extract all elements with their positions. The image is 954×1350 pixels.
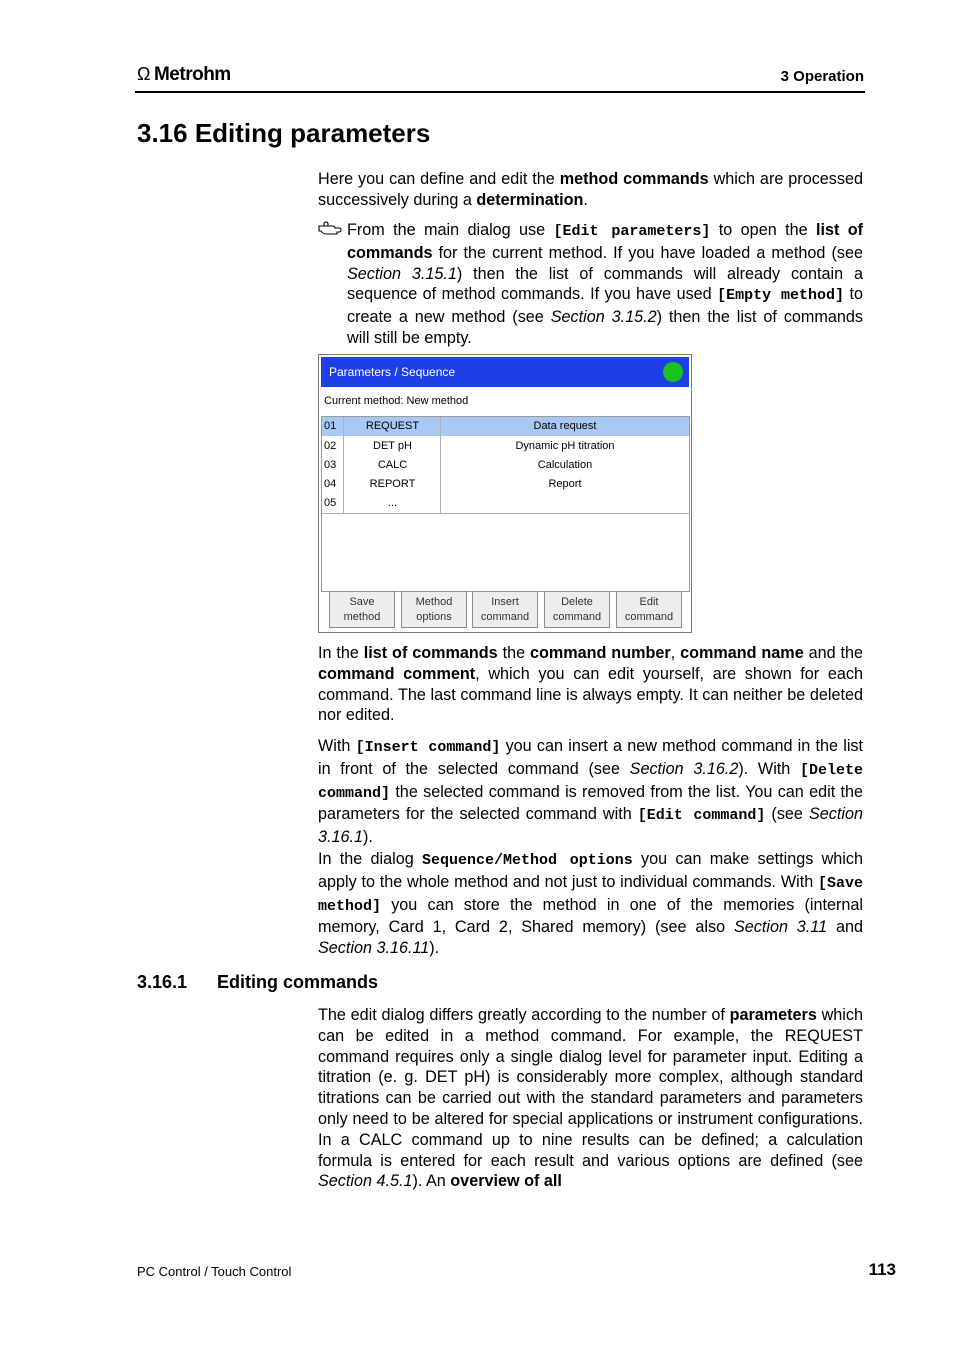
column-divider bbox=[440, 417, 441, 513]
list-description-paragraph: In the list of commands the command number, command name and the command comment, which you can edit yourself, are shown for each command. The last command line is always empty. It can neither be deleted nor edited. bbox=[318, 644, 863, 725]
status-led-icon bbox=[663, 362, 683, 382]
edit-command-button[interactable]: Edit command bbox=[616, 591, 682, 628]
chapter-label: 3 Operation bbox=[780, 68, 864, 85]
logo-text: Metrohm bbox=[153, 64, 231, 85]
column-divider bbox=[343, 417, 344, 513]
empty-method-ref: [Empty method] bbox=[717, 287, 845, 305]
page-title: 3.16 Editing parameters bbox=[137, 118, 431, 148]
section-heading: 3.16.1 Editing commands bbox=[137, 972, 379, 992]
footer-product: PC Control / Touch Control bbox=[137, 1264, 292, 1279]
command-row[interactable]: 01 REQUEST Data request bbox=[322, 417, 689, 436]
save-method-ref: [Save method] bbox=[318, 874, 863, 915]
intro-paragraph: Here you can define and edit the method commands which are processed successively during a determination. bbox=[318, 170, 863, 209]
dialog-title: Parameters / Sequence bbox=[329, 365, 456, 379]
pointing-hand-icon bbox=[318, 220, 344, 242]
delete-command-ref: [Delete command] bbox=[318, 761, 863, 802]
command-row[interactable]: 02 DET pH Dynamic pH titration bbox=[324, 440, 615, 452]
dialog-titlebar bbox=[321, 357, 689, 387]
command-row[interactable]: 05 ... bbox=[324, 497, 398, 509]
delete-command-button[interactable]: Delete command bbox=[544, 591, 610, 628]
editing-commands-paragraph: The edit dialog differs greatly according to the number of parameters which can be edited in a method command. For example, the REQUEST command requires only a single dialog level for parameter input. Editing a titration (e. g. DET pH) is considerably more complex, although standard titrations can be carried out with the standard parameters and parameters only need to be altered for special applications or instrument configurations. In a CALC command up to nine results can be defined; a calculation formula is entered for each result and various options are defined (see Section 4.5.1). An overview of all bbox=[318, 1006, 864, 1191]
metrohm-logo bbox=[137, 64, 231, 86]
page-number: 113 bbox=[868, 1260, 896, 1279]
sequence-method-options-ref: Sequence/Method options bbox=[421, 852, 633, 869]
metrohm-omega-icon: Ω bbox=[137, 64, 150, 84]
list-divider bbox=[322, 513, 689, 514]
command-row[interactable]: 03 CALC Calculation bbox=[324, 459, 593, 471]
method-options-button[interactable]: Method options bbox=[401, 591, 467, 628]
insert-command-ref: [Insert command] bbox=[355, 739, 501, 756]
header-rule bbox=[135, 91, 865, 93]
current-method-label: Current method: New method bbox=[324, 395, 469, 407]
edit-parameters-ref: [Edit parameters] bbox=[553, 223, 711, 240]
method-options-paragraph: In the dialog Sequence/Method options you can make settings which apply to the whole method and not just to individual commands. With [Save method] you can store the method in one of the memories (internal memory, Card 1, Card 2, Shared memory) (see also Section 3.11 and Section 3.16.11). bbox=[318, 850, 863, 958]
parameters-sequence-dialog bbox=[318, 354, 692, 633]
edit-command-ref: [Edit command] bbox=[637, 807, 766, 825]
note-paragraph: From the main dialog use [Edit parameters] to open the list of commands for the current method. If you have loaded a method (see Section 3.15.1) then the list of commands will already contain a sequence of method commands. If you have used [Empty method] to create a new method (see Section 3.15.2) then the list of commands will still be empty. bbox=[318, 220, 863, 349]
command-row[interactable]: 04 REPORT Report bbox=[324, 478, 582, 490]
commands-paragraph: With [Insert command] you can insert a new method command in the list in front of the selected command (see Section 3.16.2). With [Delete command] the selected command is removed from the list. You can edit the parameters for the selected command with [Edit command] (see Section 3.16.1). bbox=[318, 737, 864, 847]
insert-command-button[interactable]: Insert command bbox=[472, 591, 538, 628]
save-method-button[interactable]: Save method bbox=[329, 591, 395, 628]
command-list[interactable] bbox=[321, 416, 690, 592]
